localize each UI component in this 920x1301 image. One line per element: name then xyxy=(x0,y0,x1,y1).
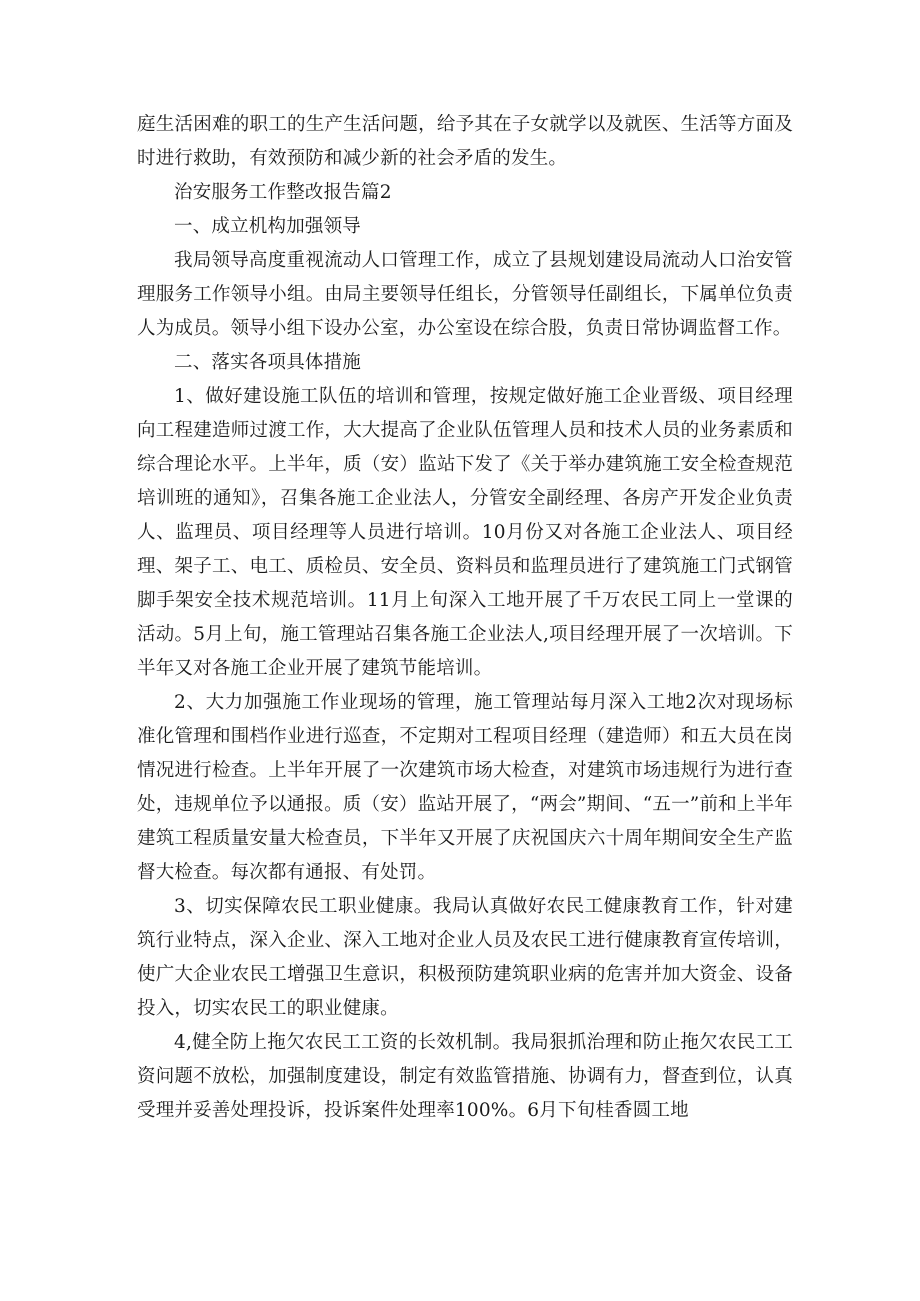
paragraph-measure-1: 1、做好建设施工队伍的培训和管理，按规定做好施工企业晋级、项目经理向工程建造师过渡工作，大大提高了企业队伍管理人员和技术人员的业务素质和综合理论水平。上半年，质（安）监站下发了《关于举办建筑施工安全检查规范培训班的通知》，召集各施工企业法人，分管安全副经理、各房产开发企业负责人、监理员、项目经理等人员进行培训。10月份又对各施工企业法人、项目经理、架子工、电工、质检员、安全员、资料员和监理员进行了建筑施工门式钢管脚手架安全技术规范培训。11月上旬深入工地开展了千万农民工同上一堂课的活动。5月上旬，施工管理站召集各施工企业法人,项目经理开展了一次培训。下半年又对各施工企业开展了建筑节能培训。 xyxy=(137,386,793,679)
paragraph-measure-3: 3、切实保障农民工职业健康。我局认真做好农民工健康教育工作，针对建筑行业特点，深入企业、深入工地对企业人员及农民工进行健康教育宣传培训，使广大企业农民工增强卫生意识，积极预防建筑职业病的危害并加大资金、设备投入，切实农民工的职业健康。 xyxy=(137,896,793,1019)
document-page xyxy=(137,108,793,1128)
section-heading-1: 一、成立机构加强领导 xyxy=(174,216,362,237)
report-title: 治安服务工作整改报告篇2 xyxy=(174,182,392,203)
paragraph-organization: 我局领导高度重视流动人口管理工作，成立了县规划建设局流动人口治安管理服务工作领导小组。由局主要领导任组长，分管领导任副组长，下属单位负责人为成员。领导小组下设办公室，办公室设在综合股，负责日常协调监督工作。 xyxy=(137,250,793,339)
section-heading-2: 二、落实各项具体措施 xyxy=(174,352,362,373)
paragraph-measure-4: 4,健全防上拖欠农民工工资的长效机制。我局狠抓治理和防止拖欠农民工工资问题不放松，加强制度建设，制定有效监管措施、协调有力，督查到位，认真受理并妥善处理投诉，投诉案件处理率100%。6月下旬桂香圆工地 xyxy=(137,1032,793,1121)
paragraph-continued: 庭生活困难的职工的生产生活问题，给予其在子女就学以及就医、生活等方面及时进行救助，有效预防和减少新的社会矛盾的发生。 xyxy=(137,114,793,169)
paragraph-measure-2: 2、大力加强施工作业现场的管理，施工管理站每月深入工地2次对现场标准化管理和围档作业进行巡查，不定期对工程项目经理（建造师）和五大员在岗情况进行检查。上半年开展了一次建筑市场大检查，对建筑市场违规行为进行查处，违规单位予以通报。质（安）监站开展了，“两会”期间、“五一”前和上半年建筑工程质量安量大检查员，下半年又开展了庆祝国庆六十周年期间安全生产监督大检查。每次都有通报、有处罚。 xyxy=(137,692,793,883)
